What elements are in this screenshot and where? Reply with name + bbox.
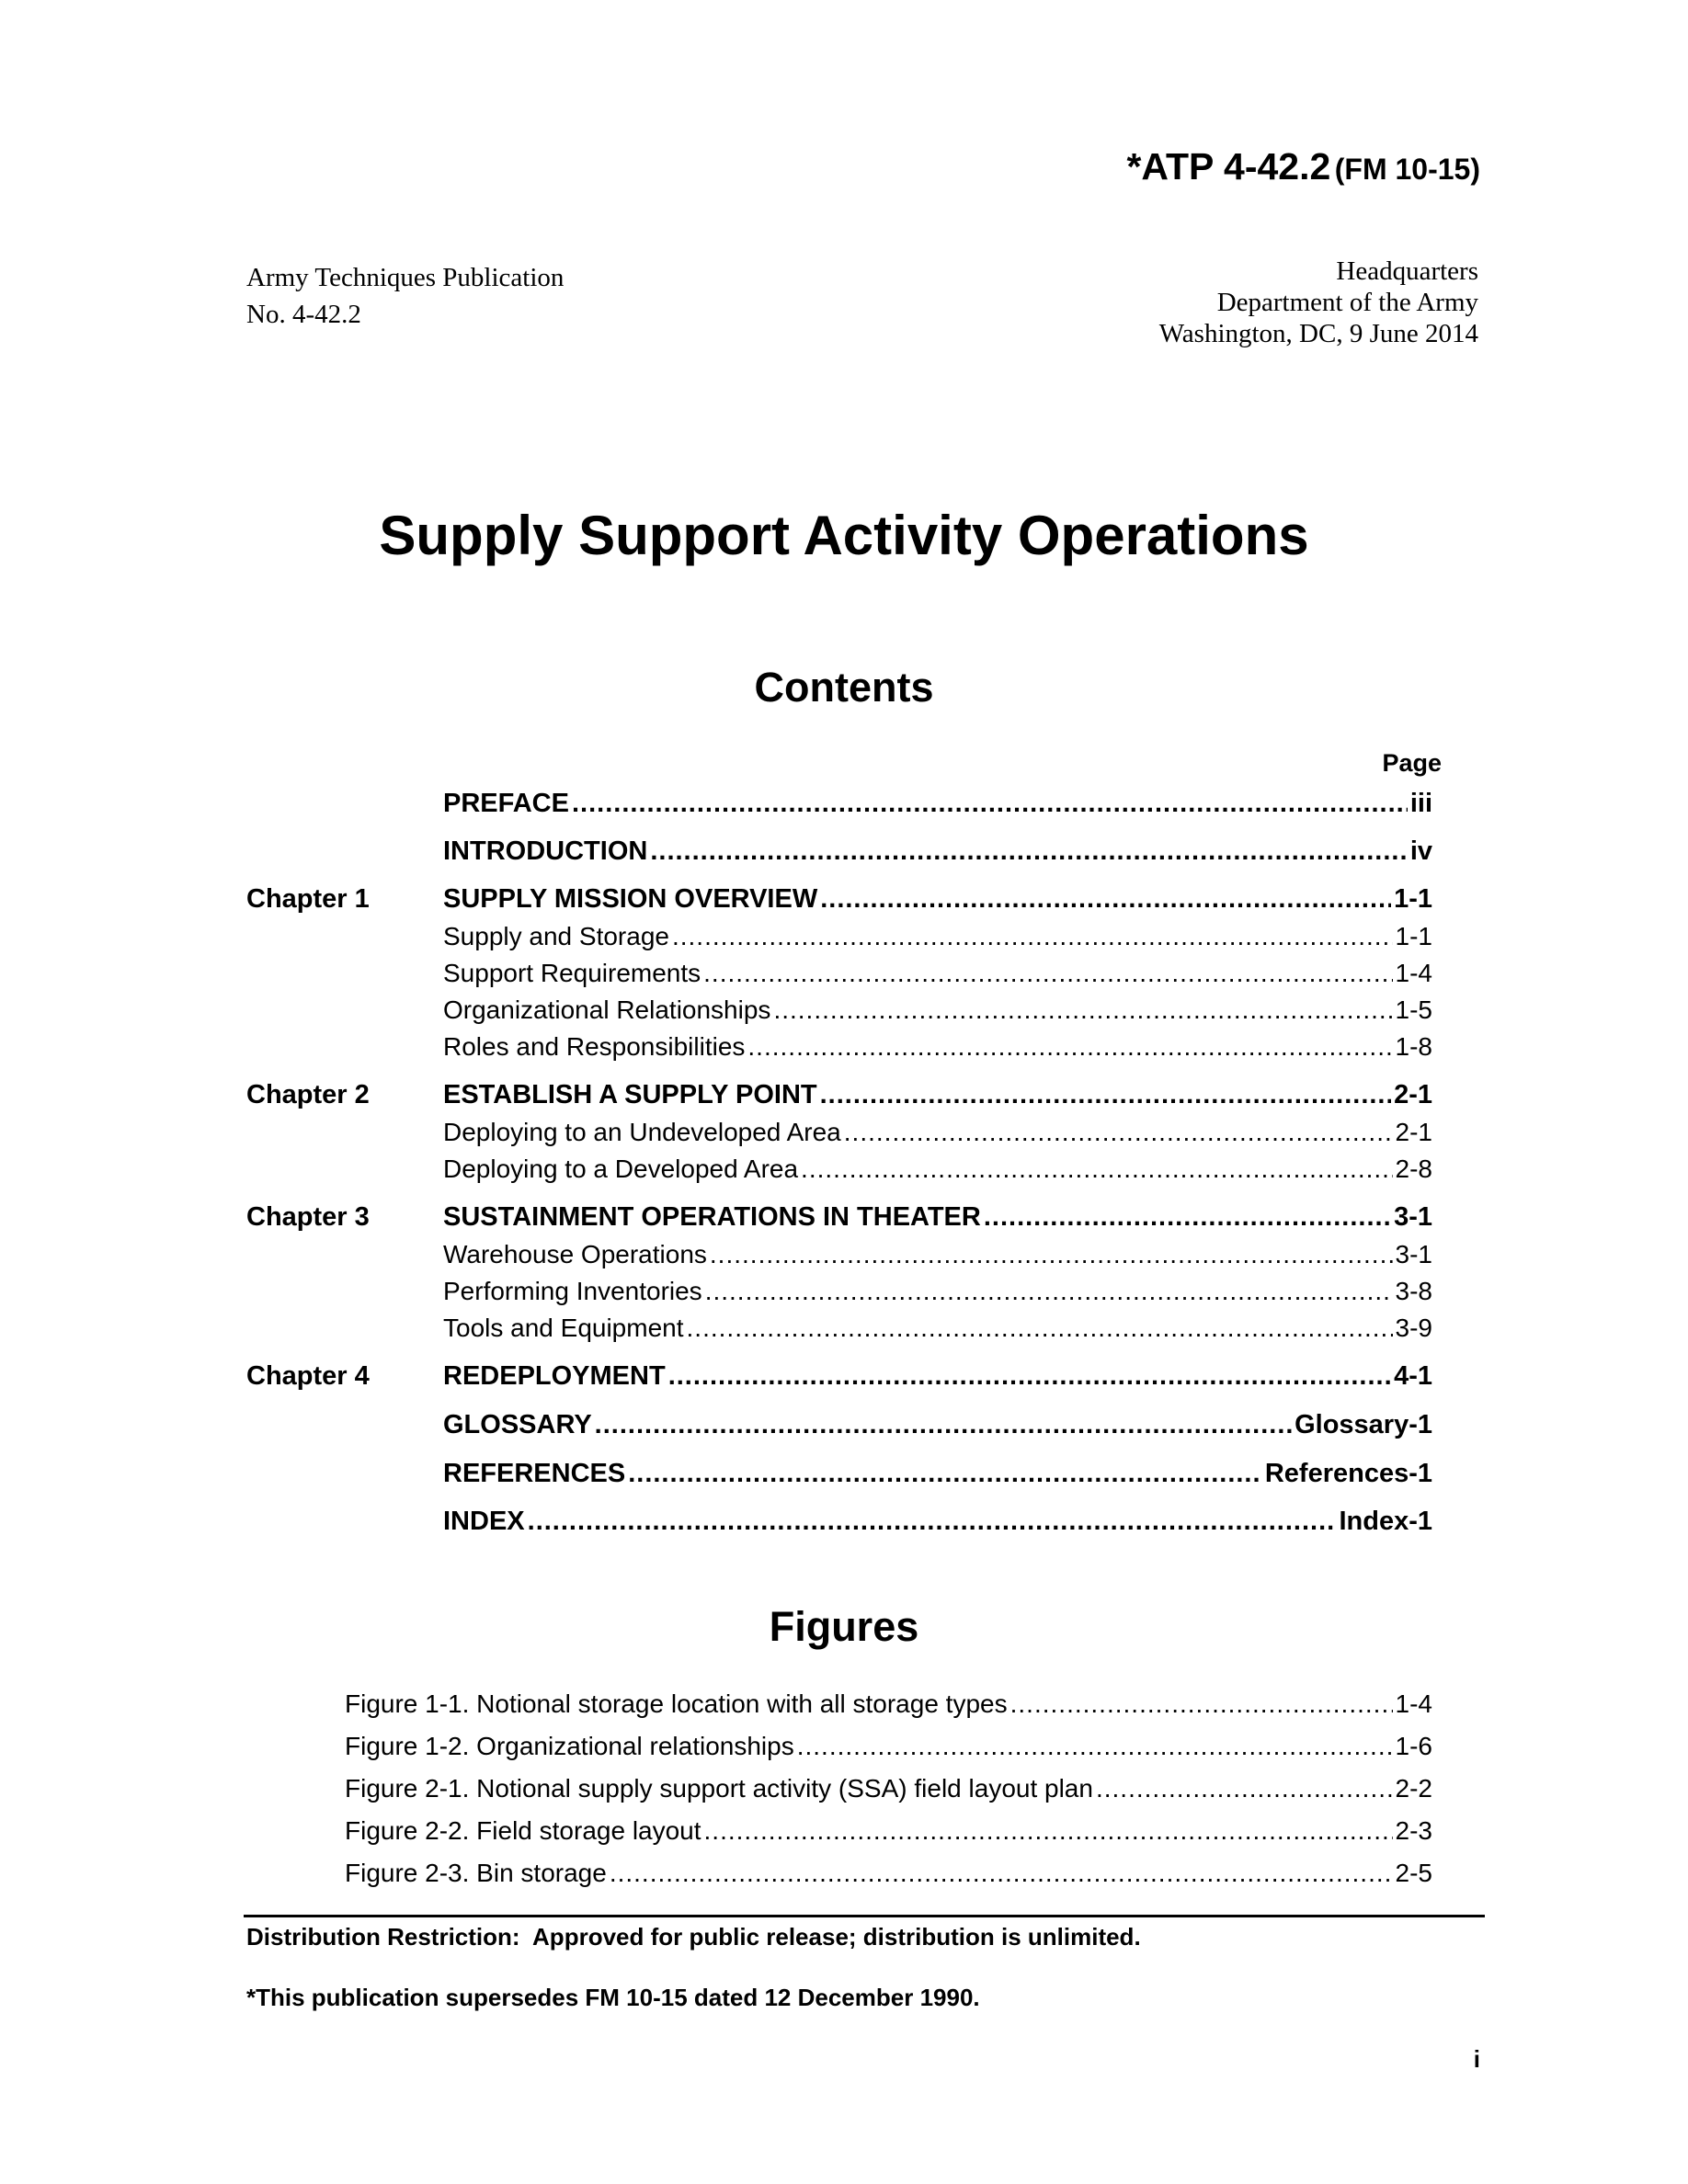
dot-leader (1010, 1689, 1393, 1719)
toc-entry-label: GLOSSARY (443, 1410, 592, 1439)
toc-entry-page: iii (1409, 789, 1432, 818)
toc-entry-introduction[interactable] (443, 836, 1432, 867)
dot-leader (747, 1032, 1392, 1062)
toc-section-entry[interactable] (443, 1277, 1432, 1306)
figure-entry[interactable] (345, 1732, 1432, 1761)
toc-entry-label: Organizational Relationships (443, 995, 771, 1024)
dot-leader (528, 1507, 1337, 1537)
document-number: *ATP 4-42.2 (1126, 145, 1331, 188)
figure-entry-label: Figure 2-1. Notional supply support activity (SSA) field layout plan (345, 1774, 1093, 1803)
toc-entry-page: 1-5 (1395, 995, 1432, 1024)
toc-section-entry[interactable] (443, 995, 1432, 1025)
dot-leader (710, 1240, 1393, 1269)
dot-leader (572, 789, 1408, 819)
dot-leader (610, 1859, 1393, 1888)
figure-entry-page: 2-3 (1395, 1816, 1432, 1845)
toc-entry-label: Roles and Responsibilities (443, 1032, 746, 1061)
toc-entry-chapter-4[interactable] (443, 1361, 1432, 1392)
figures-heading: Figures (769, 1603, 919, 1650)
dot-leader (672, 922, 1393, 951)
figure-entry-label: Figure 1-2. Organizational relationships (345, 1732, 794, 1760)
toc-entry-preface[interactable] (443, 789, 1432, 819)
toc-entry-page: 3-1 (1394, 1202, 1432, 1232)
toc-entry-page: 1-4 (1395, 959, 1432, 987)
chapter-label: Chapter 4 (246, 1361, 370, 1391)
document-id (1126, 145, 1480, 188)
toc-entry-label: REDEPLOYMENT (443, 1361, 666, 1391)
dot-leader (820, 884, 1391, 915)
toc-entry-glossary[interactable] (443, 1410, 1432, 1440)
figure-entry[interactable] (345, 1816, 1432, 1846)
toc-entry-label: Deploying to a Developed Area (443, 1155, 799, 1183)
footer-divider (244, 1915, 1485, 1917)
dot-leader (668, 1361, 1391, 1392)
dot-leader (1096, 1774, 1393, 1803)
figure-entry[interactable] (345, 1774, 1432, 1803)
toc-entry-page: iv (1409, 836, 1432, 866)
dot-leader (801, 1155, 1392, 1184)
toc-entry-page: Index-1 (1339, 1507, 1432, 1536)
figure-entry[interactable] (345, 1689, 1432, 1719)
toc-entry-label: Performing Inventories (443, 1277, 702, 1305)
dot-leader (705, 1277, 1393, 1306)
hq-line: Headquarters (1336, 256, 1478, 286)
location-date-line: Washington, DC, 9 June 2014 (1158, 319, 1478, 348)
toc-entry-label: Supply and Storage (443, 922, 669, 950)
contents-heading: Contents (754, 664, 934, 711)
distribution-restriction: Distribution Restriction: Approved for public release; distribution is unlimited. (246, 1923, 1141, 1951)
toc-section-entry[interactable] (443, 959, 1432, 988)
page-column-label: Page (1382, 749, 1442, 777)
chapter-label: Chapter 3 (246, 1202, 370, 1232)
chapter-label: Chapter 1 (246, 884, 370, 914)
toc-entry-label: Deploying to an Undeveloped Area (443, 1118, 841, 1146)
toc-entry-label: ESTABLISH A SUPPLY POINT (443, 1080, 817, 1109)
dot-leader (704, 1816, 1393, 1846)
dot-leader (650, 836, 1407, 867)
toc-entry-chapter-2[interactable] (443, 1080, 1432, 1110)
toc-entry-page: 4-1 (1394, 1361, 1432, 1391)
toc-entry-page: 3-9 (1395, 1314, 1432, 1342)
toc-entry-label: Warehouse Operations (443, 1240, 707, 1268)
toc-section-entry[interactable] (443, 1032, 1432, 1062)
toc-entry-page: 1-1 (1394, 884, 1432, 914)
figure-entry-label: Figure 2-2. Field storage layout (345, 1816, 701, 1845)
dot-leader (703, 959, 1392, 988)
toc-entry-label: Tools and Equipment (443, 1314, 684, 1342)
toc-entry-label: SUPPLY MISSION OVERVIEW (443, 884, 818, 914)
toc-entry-label: PREFACE (443, 789, 569, 818)
toc-entry-page: 2-1 (1395, 1118, 1432, 1146)
dot-leader (595, 1410, 1292, 1440)
supersedes-note: *This publication supersedes FM 10-15 dated 12 December 1990. (246, 1984, 980, 2011)
toc-entry-references[interactable] (443, 1459, 1432, 1489)
dot-leader (984, 1202, 1391, 1233)
dot-leader (628, 1459, 1262, 1489)
toc-section-entry[interactable] (443, 1155, 1432, 1184)
figure-entry-page: 2-5 (1395, 1859, 1432, 1887)
toc-section-entry[interactable] (443, 922, 1432, 951)
toc-entry-page: 3-8 (1395, 1277, 1432, 1305)
dot-leader (820, 1080, 1391, 1110)
toc-entry-label: INDEX (443, 1507, 525, 1536)
toc-entry-page: 1-8 (1395, 1032, 1432, 1061)
publication-info (246, 259, 564, 333)
dot-leader (797, 1732, 1393, 1761)
toc-section-entry[interactable] (443, 1314, 1432, 1343)
toc-entry-page: 3-1 (1395, 1240, 1432, 1268)
toc-entry-label: REFERENCES (443, 1459, 626, 1488)
toc-entry-chapter-3[interactable] (443, 1202, 1432, 1233)
toc-entry-label: SUSTAINMENT OPERATIONS IN THEATER (443, 1202, 981, 1232)
superseded-document: (FM 10-15) (1334, 153, 1480, 186)
figure-entry-label: Figure 1-1. Notional storage location with all storage types (345, 1689, 1008, 1718)
toc-section-entry[interactable] (443, 1118, 1432, 1147)
publication-number: No. 4-42.2 (246, 300, 361, 329)
figure-entry[interactable] (345, 1859, 1432, 1888)
document-title: Supply Support Activity Operations (379, 505, 1309, 566)
figure-entry-page: 2-2 (1395, 1774, 1432, 1803)
toc-entry-index[interactable] (443, 1507, 1432, 1537)
toc-entry-label: Support Requirements (443, 959, 701, 987)
toc-section-entry[interactable] (443, 1240, 1432, 1269)
toc-entry-page: 1-1 (1395, 922, 1432, 950)
toc-entry-page: Glossary-1 (1295, 1410, 1432, 1439)
toc-entry-chapter-1[interactable] (443, 884, 1432, 915)
publication-type: Army Techniques Publication (246, 263, 565, 292)
figure-entry-page: 1-6 (1395, 1732, 1432, 1760)
page-number: i (1473, 2045, 1480, 2073)
toc-entry-page: 2-1 (1394, 1080, 1432, 1109)
dot-leader (687, 1314, 1393, 1343)
toc-entry-page: References-1 (1264, 1459, 1432, 1488)
headquarters-block (1159, 256, 1478, 349)
toc-entry-page: 2-8 (1395, 1155, 1432, 1183)
department-line: Department of the Army (1216, 288, 1478, 317)
chapter-label: Chapter 2 (246, 1080, 370, 1109)
dot-leader (773, 995, 1392, 1025)
dot-leader (844, 1118, 1393, 1147)
figure-entry-page: 1-4 (1395, 1689, 1432, 1718)
figure-entry-label: Figure 2-3. Bin storage (345, 1859, 607, 1887)
toc-entry-label: INTRODUCTION (443, 836, 648, 866)
